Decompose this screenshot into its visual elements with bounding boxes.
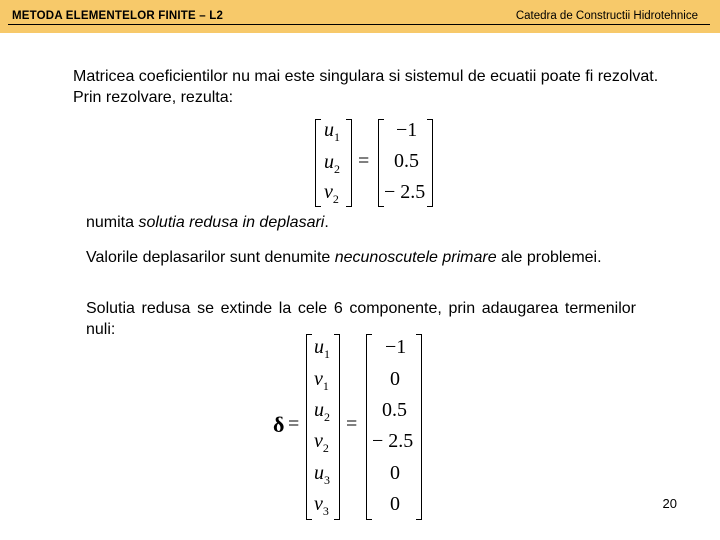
value-1: −1 — [396, 119, 418, 141]
var-u3: $u_3$ — [314, 462, 330, 487]
value-3: − 2.5 — [384, 181, 426, 203]
left-bracket — [366, 334, 372, 520]
var-v1: $v_1$ — [314, 368, 329, 393]
delta-symbol: δ — [273, 412, 285, 437]
slide-header — [0, 0, 720, 33]
equals-sign: = — [346, 413, 358, 435]
extension-paragraph: Solutia redusa se extinde la cele 6 componente, prin adaugarea termenilor nuli: — [86, 300, 636, 338]
header-divider — [8, 24, 710, 25]
var-v3: $v_3$ — [314, 493, 329, 518]
value-1: −1 — [385, 336, 407, 358]
left-bracket — [306, 334, 312, 520]
equals-sign: = — [288, 413, 300, 435]
department-name: Catedra de Constructii Hidrotehnice — [515, 10, 698, 22]
term-primary-unknowns: necunoscutele primare — [334, 249, 497, 266]
value-5: 0 — [390, 462, 400, 484]
value-3: 0.5 — [382, 399, 407, 421]
right-bracket — [427, 119, 433, 207]
course-title: METODA ELEMENTELOR FINITE – L2 — [12, 10, 224, 22]
term-reduced-solution: solutia redusa in deplasari — [138, 214, 325, 231]
page-number: 20 — [662, 496, 677, 511]
primary-unknowns-paragraph: Valorile deplasarilor sunt denumite necunoscutele primare ale problemei. — [86, 249, 602, 266]
var-u2: $u_2$ — [324, 151, 340, 176]
var-u2: $u_2$ — [314, 399, 330, 424]
equals-sign: = — [358, 150, 370, 172]
var-u1: $u_1$ — [324, 119, 340, 144]
definition-paragraph: numita solutia redusa in deplasari. — [86, 214, 329, 231]
right-bracket — [416, 334, 422, 520]
value-2: 0 — [390, 368, 400, 390]
var-u1: $u_1$ — [314, 336, 330, 361]
full-displacement-equation — [268, 332, 428, 522]
intro-paragraph: Matricea coeficientilor nu mai este singulara si sistemul de ecuatii poate fi rezolvat. Prin rezolvare, rezulta: — [73, 68, 659, 106]
value-6: 0 — [390, 493, 400, 515]
var-v2: $v_2$ — [314, 430, 329, 455]
reduced-solution-equation — [312, 117, 442, 207]
right-bracket — [346, 119, 352, 207]
value-2: 0.5 — [394, 150, 419, 172]
left-bracket — [315, 119, 321, 207]
right-bracket — [334, 334, 340, 520]
value-4: − 2.5 — [372, 430, 414, 452]
var-v2: $v_2$ — [324, 181, 339, 206]
